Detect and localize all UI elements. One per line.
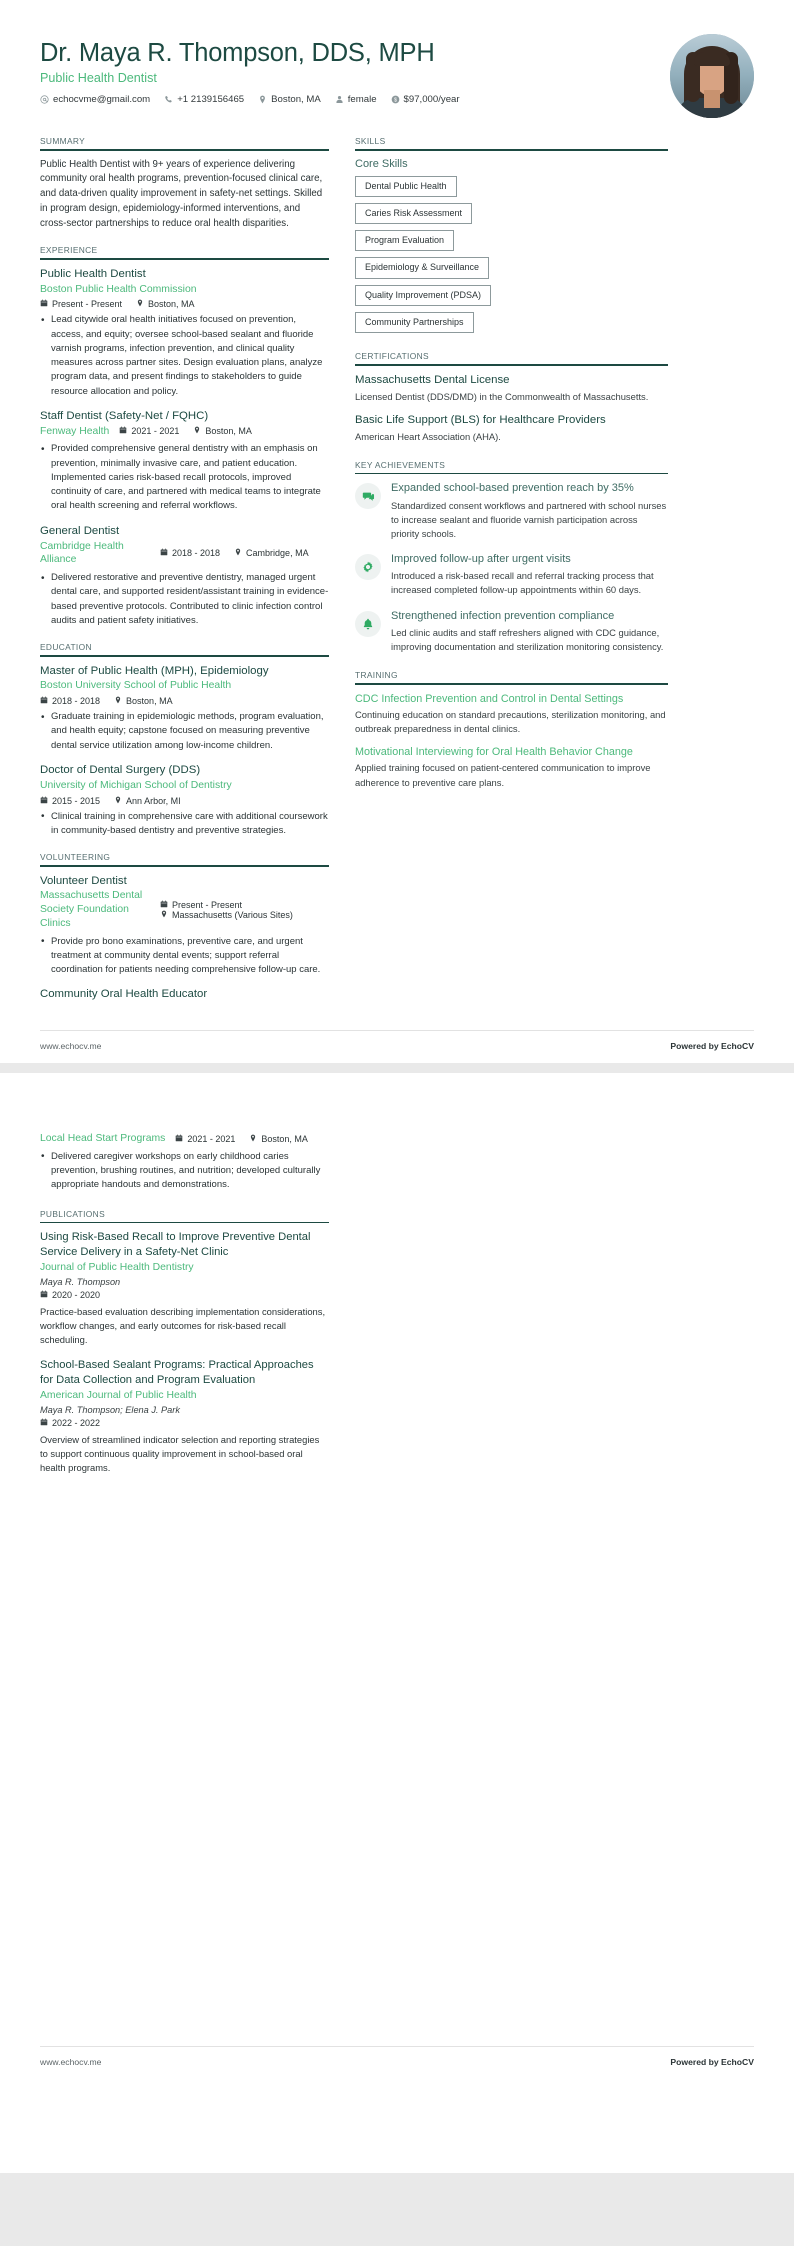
entry-location-value: Boston, MA (126, 696, 173, 707)
training-item (355, 692, 668, 736)
skill-chip[interactable]: Dental Public Health (355, 176, 457, 197)
bullet-list (40, 313, 329, 399)
entry-location (193, 426, 252, 436)
certification-name: Massachusetts Dental License (355, 373, 510, 386)
bullet-list (40, 935, 329, 978)
page-footer (0, 2047, 794, 2079)
section-publications (40, 1209, 329, 1476)
certification-item (355, 373, 668, 404)
skill-chip[interactable]: Caries Risk Assessment (355, 203, 472, 224)
date-range-value: 2022 - 2022 (52, 1418, 101, 1429)
resume-page-1 (0, 0, 794, 1063)
bullet-item: • Clinical training in comprehensive care with additional coursework in community-based dentistry and preventive strategies. (40, 810, 329, 839)
resume-header (40, 34, 754, 118)
achievement-item (355, 552, 668, 598)
school-name[interactable]: University of Michigan School of Dentistry (40, 779, 232, 791)
organization-name[interactable]: Massachusetts Dental Society Foundation Clinics (40, 890, 143, 929)
calendar-icon (160, 548, 168, 558)
date-range-value: 2018 - 2018 (172, 547, 221, 558)
certification-description: American Heart Association (AHA). (355, 430, 501, 442)
main-column (40, 136, 329, 1004)
section-heading-skills: SKILLS (355, 136, 386, 146)
entry-meta (160, 548, 309, 558)
summary-text: Public Health Dentist with 9+ years of experience delivering community oral health programs, prevention-focused clinical care, and data-driven quality improvement in safety-net settings. Skilled in program design, epidemiology-informed interventions, and cross-sector partnerships to reduce oral health disparities. (40, 158, 323, 229)
main-column-continued (40, 1131, 329, 1486)
section-volunteering (40, 852, 329, 1002)
divider (355, 149, 668, 151)
contact-gender-value: female (347, 94, 377, 106)
divider (40, 1222, 329, 1224)
location-pin-icon (114, 796, 122, 806)
location-pin-icon (193, 426, 201, 436)
certification-item (355, 413, 668, 444)
date-range (40, 1418, 100, 1428)
employer-name[interactable]: Fenway Health (40, 425, 110, 437)
date-range-value: 2015 - 2015 (52, 795, 101, 806)
section-volunteering-continued (40, 1131, 329, 1192)
certification-name: Basic Life Support (BLS) for Healthcare Providers (355, 413, 606, 426)
date-range (160, 900, 242, 910)
divider (40, 258, 329, 260)
entry-meta (119, 426, 252, 436)
bullet-item: • Graduate training in epidemiologic methods, program evaluation, and health equity; capstone focused on measuring preventive dental service utilization among low-income children. (40, 710, 329, 753)
entry-meta (40, 696, 329, 706)
degree-title: Master of Public Health (MPH), Epidemiology (40, 664, 269, 677)
volunteer-role: Community Oral Health Educator (40, 988, 208, 1001)
bullet-item: • Lead citywide oral health initiatives focused on prevention, access, and equity; oversee school-based sealant and fluoride varnish programs, infection prevention, and clinical quality measures across partner sites. Design evaluation plans, analyze program data, and present findings to stakeholders to guide resource allocation and policy. (40, 313, 329, 399)
training-description: Applied training focused on patient-centered communication to improve adherence to preventive care plans. (355, 762, 651, 788)
location-pin-icon (160, 910, 168, 920)
date-range (119, 426, 179, 436)
entry-meta (40, 1418, 329, 1428)
entry-location (249, 1134, 308, 1144)
date-range (160, 548, 220, 558)
publication-authors: Maya R. Thompson (40, 1277, 121, 1288)
date-range (40, 796, 100, 806)
footer-website[interactable]: www.echocv.me (40, 1041, 102, 1052)
volunteering-entry (40, 874, 329, 978)
entry-location (114, 696, 173, 706)
bullet-item: • Provide pro bono examinations, preventive care, and urgent treatment at community dental events; support referral coordination for patients needing comprehensive follow-up care. (40, 935, 329, 978)
sidebar-column (355, 136, 668, 1004)
experience-entry (40, 524, 329, 628)
contact-salary (391, 94, 460, 105)
achievement-item (355, 481, 668, 541)
contact-phone-value: +1 2139156465 (177, 94, 245, 106)
contact-email-value: echocvme@gmail.com (53, 94, 151, 106)
section-education (40, 642, 329, 838)
section-heading-experience: EXPERIENCE (40, 245, 98, 256)
publication-title: Using Risk-Based Recall to Improve Preventive Dental Service Delivery in a Safety-Net Clinic (40, 1231, 311, 1259)
contact-gender (335, 94, 377, 105)
entry-location-value: Boston, MA (148, 299, 195, 310)
publication-description: Practice-based evaluation describing implementation considerations, workflow changes, and early outcomes for risk-based recall scheduling. (40, 1306, 326, 1346)
calendar-icon (160, 900, 168, 910)
date-range-value: 2021 - 2021 (187, 1133, 236, 1144)
entry-location-value: Ann Arbor, MI (126, 795, 181, 806)
skill-group-label: Core Skills (355, 157, 408, 170)
training-description: Continuing education on standard precautions, sterilization monitoring, and outbreak preparedness in dental clinics. (355, 708, 666, 735)
phone-icon (164, 95, 173, 104)
skill-chip[interactable]: Program Evaluation (355, 230, 454, 251)
employer-name[interactable]: Cambridge Health Alliance (40, 540, 124, 566)
bullet-list (40, 810, 329, 839)
volunteer-role: Volunteer Dentist (40, 874, 127, 887)
section-skills (355, 136, 668, 333)
at-icon (40, 95, 49, 104)
divider (40, 655, 329, 657)
achievement-title: Improved follow-up after urgent visits (391, 553, 571, 566)
publication-authors: Maya R. Thompson; Elena J. Park (40, 1405, 180, 1416)
bullet-list (40, 442, 329, 513)
publication-item (40, 1358, 329, 1475)
job-title: General Dentist (40, 524, 120, 537)
section-heading-key-achievements: KEY ACHIEVEMENTS (355, 459, 446, 470)
entry-meta (40, 299, 329, 309)
divider (355, 364, 668, 366)
skill-chip[interactable]: Community Partnerships (355, 312, 474, 333)
location-pin-icon (136, 299, 144, 309)
achievement-description: Introduced a risk-based recall and referral tracking process that increased completed follow-up appointments within 60 days. (391, 570, 654, 596)
bullet-item: • Provided comprehensive general dentistry with an emphasis on prevention, minimally invasive care, and patient education. Implemented caries risk-based recall protocols, improved continuity of care, and partnered with medical teams to integrate oral health screening and referral workflows. (40, 442, 329, 513)
skill-chip-list (355, 176, 668, 334)
page-footer (0, 1031, 794, 1063)
date-range-value: Present - Present (172, 899, 243, 910)
job-title: Staff Dentist (Safety-Net / FQHC) (40, 409, 209, 422)
certification-description: Licensed Dentist (DDS/DMD) in the Commonwealth of Massachusetts. (355, 390, 649, 402)
page-title: Dr. Maya R. Thompson, DDS, MPH (40, 39, 435, 67)
calendar-icon (40, 796, 48, 806)
date-range-value: 2020 - 2020 (52, 1290, 101, 1301)
date-range (40, 299, 122, 309)
entry-location (160, 910, 293, 920)
entry-meta (175, 1134, 308, 1144)
training-name[interactable]: Motivational Interviewing for Oral Health Behavior Change (355, 746, 633, 759)
entry-location-value: Boston, MA (205, 426, 252, 437)
date-range-value: 2018 - 2018 (52, 696, 101, 707)
calendar-icon (40, 1418, 48, 1428)
divider (355, 473, 668, 475)
contact-location-value: Boston, MA (271, 94, 321, 106)
achievement-description: Led clinic audits and staff refreshers aligned with CDC guidance, improving documentation and sterilization monitoring consistency. (391, 626, 664, 652)
entry-location-value: Massachusetts (Various Sites) (172, 909, 293, 920)
section-heading-training: TRAINING (355, 670, 398, 681)
volunteering-entry-continued (40, 1131, 329, 1192)
experience-entry (40, 409, 329, 514)
resume-page-2 (0, 1073, 794, 2173)
location-pin-icon (249, 1134, 257, 1144)
skill-chip[interactable]: Epidemiology & Surveillance (355, 257, 489, 278)
calendar-icon (40, 1290, 48, 1300)
achievement-item (355, 609, 668, 655)
location-pin-icon (234, 548, 242, 558)
divider (40, 865, 329, 867)
footer-website[interactable]: www.echocv.me (40, 2057, 102, 2068)
bullet-list (40, 710, 329, 753)
location-pin-icon (114, 696, 122, 706)
employer-name[interactable]: Boston Public Health Commission (40, 283, 197, 295)
job-role-subtitle: Public Health Dentist (40, 71, 157, 86)
experience-entry (40, 267, 329, 399)
training-item (355, 745, 668, 789)
bullet-list (40, 1150, 329, 1193)
calendar-icon (40, 299, 48, 309)
section-experience (40, 245, 329, 628)
avatar (670, 34, 754, 118)
achievement-title: Strengthened infection prevention compliance (391, 609, 615, 622)
sidebar-column-continued (355, 1131, 668, 1486)
section-heading-certifications: CERTIFICATIONS (355, 351, 429, 362)
person-icon (335, 95, 344, 104)
education-entry (40, 664, 329, 753)
calendar-icon (175, 1134, 183, 1144)
section-heading-publications: PUBLICATIONS (40, 1208, 106, 1219)
entry-location (136, 299, 195, 309)
contact-salary-value: $97,000/year (403, 94, 460, 106)
calendar-icon (119, 426, 127, 436)
job-title: Public Health Dentist (40, 267, 146, 280)
divider (355, 683, 668, 685)
publication-item (40, 1230, 329, 1347)
section-summary (40, 136, 329, 231)
date-range-value: Present - Present (52, 299, 123, 310)
date-range (40, 1290, 100, 1300)
entry-location-value: Cambridge, MA (246, 547, 309, 558)
entry-location (234, 548, 309, 558)
contact-phone[interactable] (164, 94, 244, 105)
entry-location-value: Boston, MA (261, 1133, 308, 1144)
bullet-item: • Delivered restorative and preventive dentistry, managed urgent dental care, and supported resident/assistant training in evidence-based preventive protocols. Contributed to clinic infection control audits and patient safety initiatives. (40, 571, 329, 628)
footer-powered-by: Powered by EchoCV (670, 2057, 754, 2068)
publication-title: School-Based Sealant Programs: Practical Approaches for Data Collection and Program Evaluation (40, 1359, 314, 1387)
calendar-icon (40, 696, 48, 706)
divider (40, 149, 329, 151)
entry-meta (160, 900, 329, 920)
education-entry (40, 763, 329, 838)
section-heading-volunteering: VOLUNTEERING (40, 852, 111, 862)
school-name[interactable]: Boston University School of Public Health (40, 680, 232, 692)
entry-meta (40, 1290, 329, 1300)
location-pin-icon (258, 95, 267, 104)
footer-powered-by: Powered by EchoCV (670, 1041, 754, 1052)
skill-chip[interactable]: Quality Improvement (PDSA) (355, 285, 491, 306)
publication-journal[interactable]: American Journal of Public Health (40, 1390, 197, 1402)
gear-icon (355, 554, 381, 580)
date-range-value: 2021 - 2021 (131, 426, 180, 437)
achievement-title: Expanded school-based prevention reach by 35% (391, 482, 634, 495)
entry-location (114, 796, 181, 806)
bell-icon (355, 611, 381, 637)
chat-bubbles-icon (355, 483, 381, 509)
date-range (175, 1134, 235, 1144)
section-certifications (355, 351, 668, 443)
publication-description: Overview of streamlined indicator selection and reporting strategies to support continuous quality improvement in school-based oral health programs. (40, 1434, 320, 1474)
section-training (355, 670, 668, 790)
contact-location (258, 94, 321, 105)
training-name[interactable]: CDC Infection Prevention and Control in Dental Settings (355, 692, 624, 705)
svg-text:$: $ (393, 97, 397, 104)
entry-meta (40, 796, 329, 806)
volunteering-entry (40, 987, 329, 1002)
section-heading-summary: SUMMARY (40, 136, 86, 146)
bullet-item: • Delivered caregiver workshops on early childhood caries prevention, brushing routines, and nutrition; developed culturally appropriate handouts and demonstrations. (40, 1150, 329, 1193)
publication-journal[interactable]: Journal of Public Health Dentistry (40, 1262, 194, 1274)
money-icon (391, 95, 400, 104)
section-key-achievements (355, 460, 668, 654)
contact-info-bar (40, 94, 654, 105)
contact-email[interactable] (40, 94, 150, 105)
bullet-list (40, 571, 329, 628)
degree-title: Doctor of Dental Surgery (DDS) (40, 763, 201, 776)
achievement-description: Standardized consent workflows and partnered with school nurses to increase sealant and fluoride varnish participation across priority schools. (391, 499, 667, 539)
section-heading-education: EDUCATION (40, 642, 92, 653)
organization-name[interactable]: Local Head Start Programs (40, 1133, 166, 1145)
page-break (0, 1063, 794, 1073)
date-range (40, 696, 100, 706)
